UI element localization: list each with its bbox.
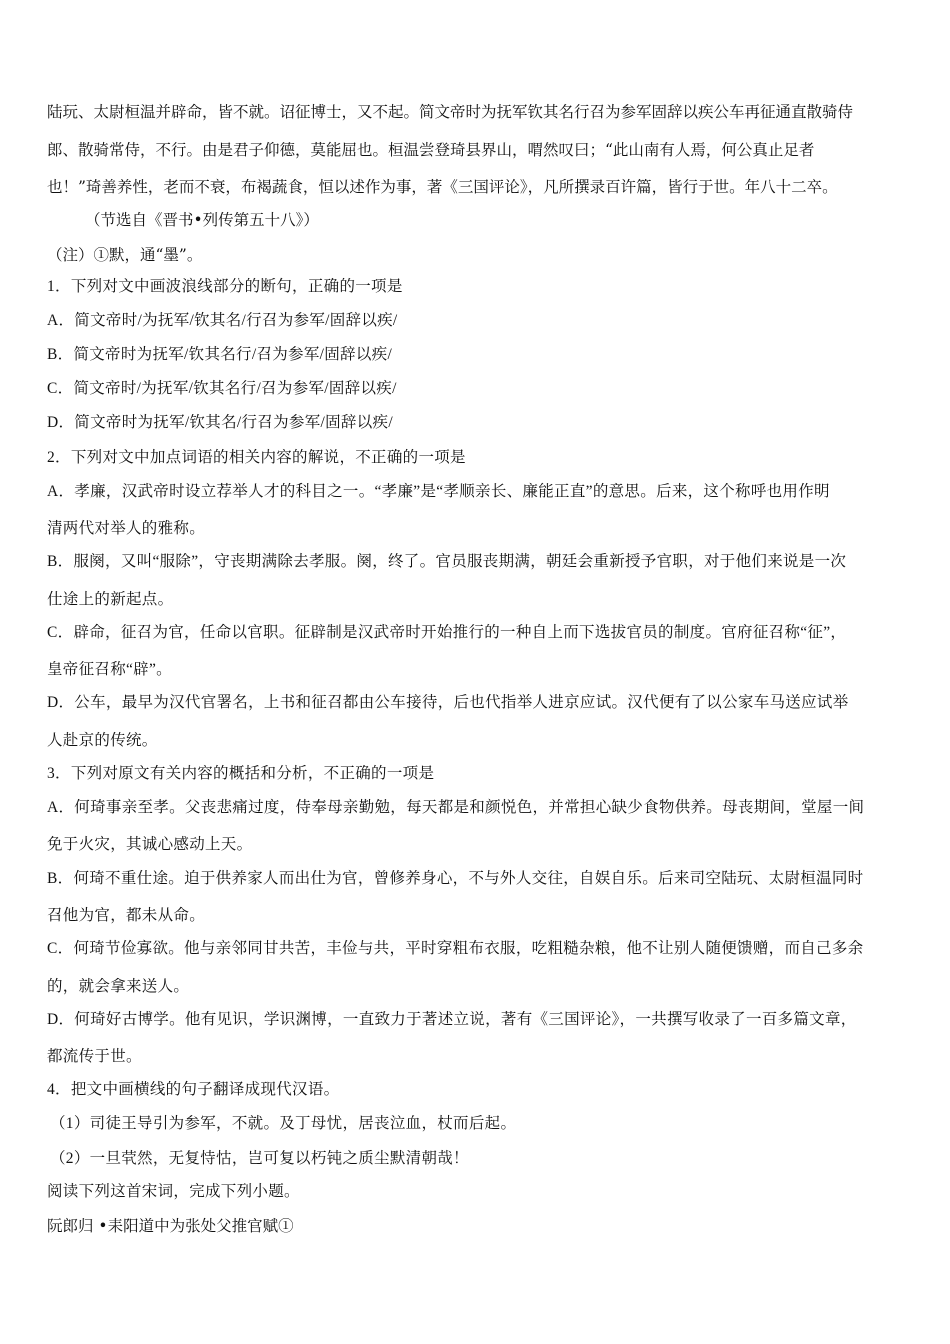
question-4-sentence-1: （1）司徒王导引为参军，不就。及丁母忧，居丧泣血，杖而后起。 [50,1115,517,1132]
question-1-option-d: D．简文帝时为抚军/钦其名/行召为参军/固辞以疾/ [47,414,393,431]
question-1-option-c: C．简文帝时/为抚军/钦其名行/召为参军/固辞以疾/ [47,380,397,397]
question-2-option-b-line-2: 仕途上的新起点。 [47,591,174,608]
passage-source: （节选自《晋书•列传第五十八》） [85,211,319,229]
question-3-option-a-line-2: 免于火灾，其诚心感动上天。 [47,836,253,853]
question-2-option-d-line-1: D．公车，最早为汉代官署名，上书和征召都由公车接待，后也代指举人进京应试。汉代便有了以公家车马送应试举 [47,694,849,711]
question-3-option-c-line-1: C．何琦节俭寡欲。他与亲邻同甘共苦，丰俭与共，平时穿粗布衣服，吃粗糙杂粮，他不让别人随便馈赠，而自己多余 [47,940,864,957]
question-3-stem: 3．下列对原文有关内容的概括和分析，不正确的一项是 [47,765,435,782]
question-1-option-b: B．简文帝时为抚军/钦其名行/召为参军/固辞以疾/ [47,346,393,363]
question-3-option-c-line-2: 的，就会拿来送人。 [47,978,190,995]
question-2-stem: 2．下列对文中加点词语的相关内容的解说，不正确的一项是 [47,449,466,466]
question-3-option-a-line-1: A．何琦事亲至孝。父丧悲痛过度，侍奉母亲勤勉，每天都是和颜悦色，并常担心缺少食物供养。母丧期间，堂屋一间 [47,799,865,816]
poem-title: 阮郎归 •耒阳道中为张处父推官赋① [47,1217,294,1235]
question-3-option-b-line-1: B．何琦不重仕途。迫于供养家人而出仕为官，曾修养身心，不与外人交往，自娱自乐。后来司空陆玩、太尉桓温同时 [47,870,864,887]
passage-line-2: 郎、散骑常侍，不行。由是君子仰德，莫能屈也。桓温尝登琦县界山，喟然叹曰；“此山南有人焉，何公真止足者 [47,141,815,159]
question-3-option-d-line-1: D．何琦好古博学。他有见识，学识渊博，一直致力于著述立说，著有《三国评论》，一共撰写收录了一百多篇文章， [47,1011,857,1028]
question-3-option-b-line-2: 召他为官，都未从命。 [47,907,206,924]
question-4-stem: 4．把文中画横线的句子翻译成现代汉语。 [47,1081,340,1098]
question-2-option-a-line-1: A．孝廉，汉武帝时设立荐举人才的科目之一。“孝廉”是“孝顺亲长、廉能正直”的意思。后来，这个称呼也用作明 [47,483,830,500]
annotation-note: （注）①默，通“墨”。 [47,246,203,264]
question-1-option-a: A．简文帝时/为抚军/钦其名/行召为参军/固辞以疾/ [47,312,398,329]
question-2-option-a-line-2: 清两代对举人的雅称。 [47,520,206,537]
question-2-option-c-line-2: 皇帝征召称“辟”。 [47,661,172,678]
passage-line-3: 也！”琦善养性，老而不衰，布褐蔬食，恒以述作为事，著《三国评论》，凡所撰录百许篇，皆行于世。年八十二卒。 [47,178,838,196]
question-4-sentence-2: （2）一旦茕然，无复恃怙，岂可复以朽钝之质尘默清朝哉！ [50,1150,469,1167]
question-2-option-b-line-1: B．服阕，又叫“服除”，守丧期满除去孝服。阕，终了。官员服丧期满，朝廷会重新授予官职，对于他们来说是一次 [47,553,847,570]
question-2-option-d-line-2: 人赴京的传统。 [47,732,158,749]
passage-line-1: 陆玩、太尉桓温并辟命，皆不就。诏征博士，又不起。简文帝时为抚军钦其名行召为参军固辞以疾公车再征通直散骑侍 [47,103,854,121]
question-2-option-c-line-1: C．辟命，征召为官，任命以官职。征辟制是汉武帝时开始推行的一种自上而下选拔官员的制度。官府征召称“征”， [47,624,847,641]
reading-intro: 阅读下列这首宋词，完成下列小题。 [47,1183,300,1200]
question-1-stem: 1．下列对文中画波浪线部分的断句，正确的一项是 [47,278,403,295]
question-3-option-d-line-2: 都流传于世。 [47,1048,142,1065]
